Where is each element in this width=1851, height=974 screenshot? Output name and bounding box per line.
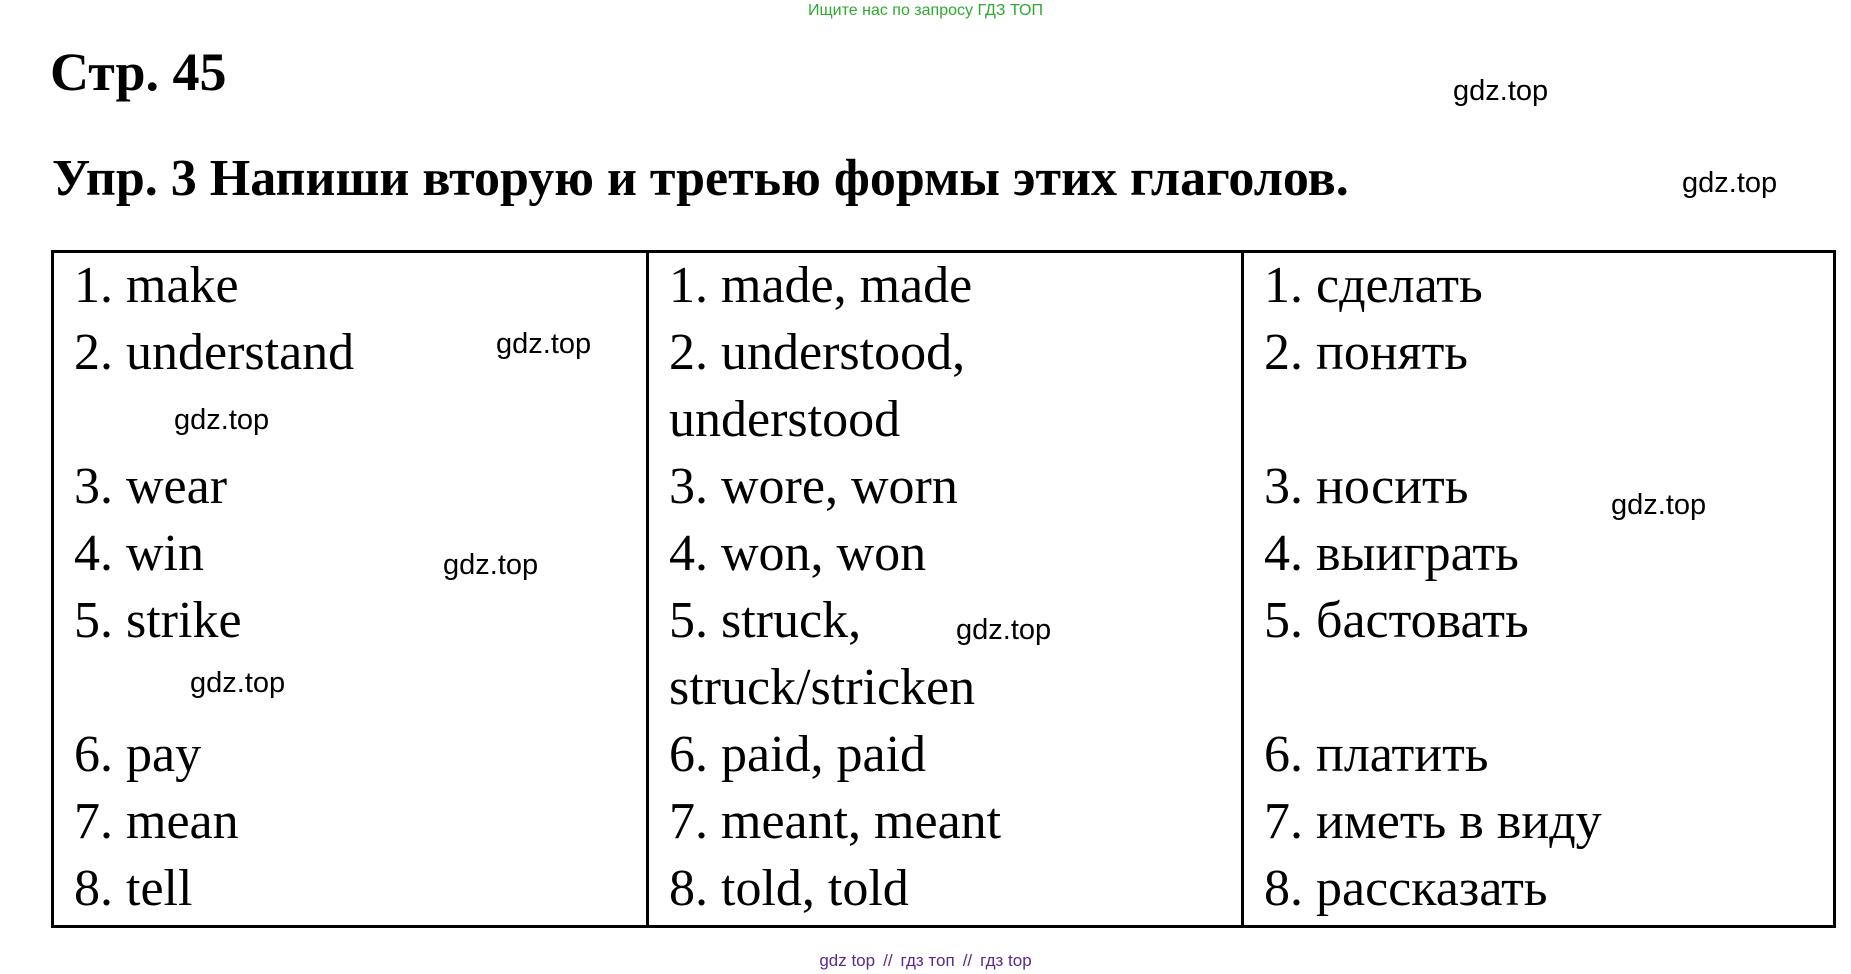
table-cell: 7. meant, meant — [669, 793, 1002, 850]
table-cell: 6. pay — [74, 726, 202, 783]
table-cell: 5. strike — [74, 592, 242, 649]
table-cell: 4. won, won — [669, 525, 927, 582]
translation-column — [1244, 253, 1833, 925]
watermark: gdz.top — [1453, 75, 1549, 107]
page-number: Стр. 45 — [50, 42, 227, 102]
footer-separator: // — [883, 951, 893, 970]
table-cell: 1. made, made — [669, 257, 973, 314]
table-cell: 6. paid, paid — [669, 726, 927, 783]
table-cell: 2. understood, — [669, 324, 966, 381]
past-forms-column — [649, 253, 1244, 925]
table-cell: 7. иметь в виду — [1264, 793, 1602, 850]
table-cell: 7. mean — [74, 793, 239, 850]
table-cell: 6. платить — [1264, 726, 1489, 783]
table-cell: 3. wore, worn — [669, 458, 958, 515]
watermark: gdz.top — [1682, 167, 1778, 199]
watermark: gdz.top — [174, 404, 270, 436]
exercise-title: Упр. 3 Напиши вторую и третью формы этих глаголов. — [52, 150, 1349, 207]
table-cell: 3. wear — [74, 458, 228, 515]
table-cell: 8. told, told — [669, 860, 909, 917]
footer-separator: // — [962, 951, 973, 970]
verb-forms-table — [51, 250, 1836, 928]
table-cell: 4. win — [74, 525, 204, 582]
table-cell: 2. understand — [74, 324, 355, 381]
watermark: gdz.top — [190, 667, 286, 699]
footer-text: gdz top — [819, 951, 876, 970]
footer-text: гдз топ — [900, 951, 955, 970]
watermark: gdz.top — [956, 614, 1052, 646]
table-cell: 1. сделать — [1264, 257, 1483, 314]
table-cell: 1. make — [74, 257, 239, 314]
table-cell: struck/stricken — [669, 659, 976, 716]
footer-text: гдз top — [980, 951, 1032, 970]
table-cell: 8. tell — [74, 860, 193, 917]
watermark: gdz.top — [1611, 489, 1707, 521]
table-cell: 8. рассказать — [1264, 860, 1548, 917]
table-cell: 5. бастовать — [1264, 592, 1529, 649]
watermark: gdz.top — [496, 328, 592, 360]
table-cell: 3. носить — [1264, 458, 1469, 515]
table-cell: 5. struck, — [669, 592, 862, 649]
table-cell: 2. понять — [1264, 324, 1469, 381]
footer — [0, 950, 1851, 972]
table-cell: understood — [669, 391, 901, 448]
table-cell: 4. выиграть — [1264, 525, 1519, 582]
top-banner: Ищите нас по запросу ГДЗ ТОП — [808, 2, 1043, 19]
watermark: gdz.top — [443, 549, 539, 581]
